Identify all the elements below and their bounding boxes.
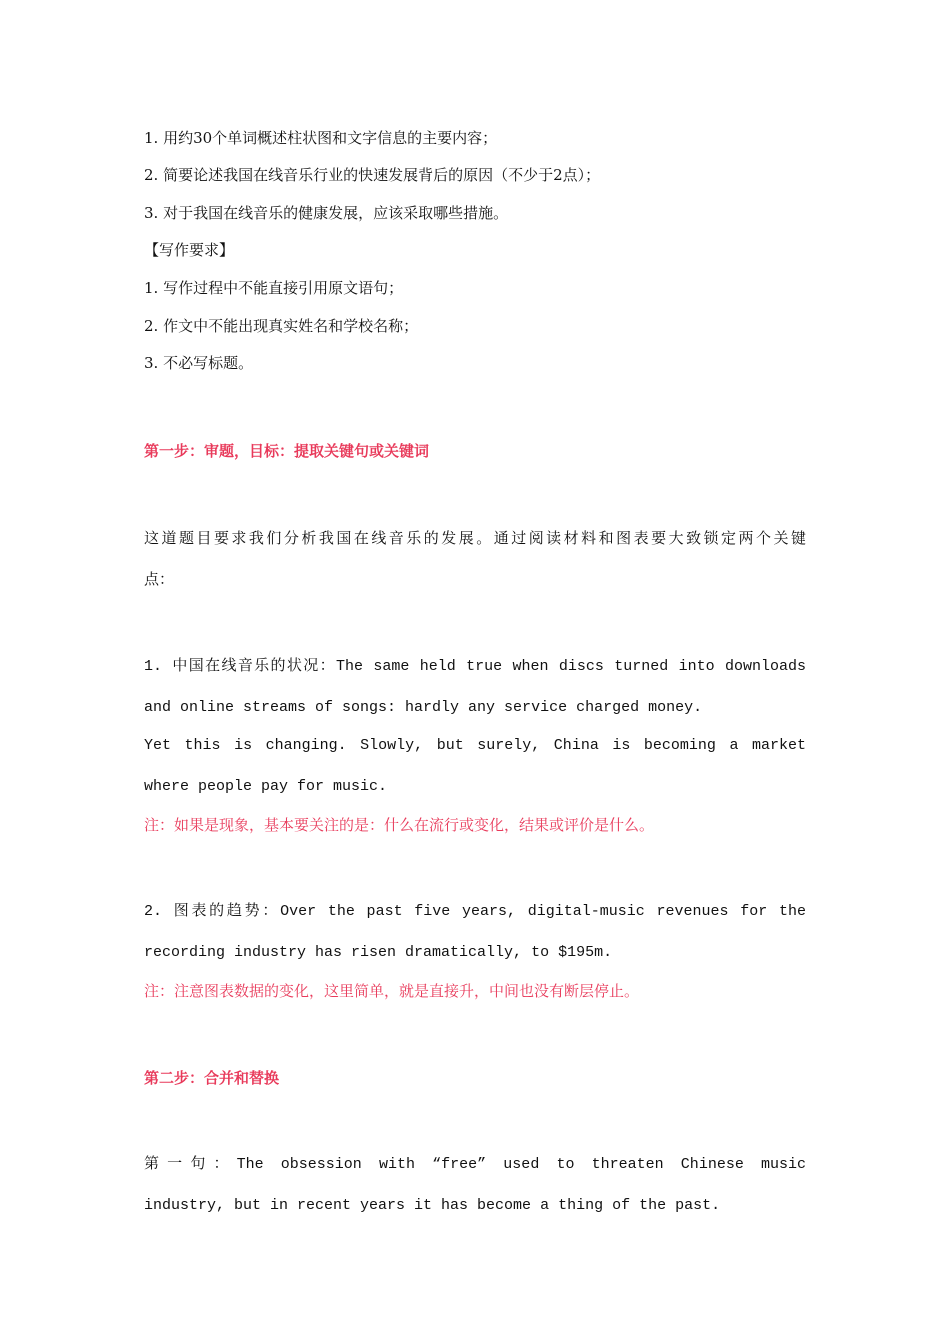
requirement-item-1: 1. 用约30个单词概述柱状图和文字信息的主要内容；: [144, 129, 498, 147]
requirement-item-3: 3. 对于我国在线音乐的健康发展，应该采取哪些措施。: [144, 204, 509, 222]
point1-line-3: Yet this is changing. Slowly, but surely, China is becoming a market: [144, 737, 806, 754]
step1-intro-line-2: 点：: [144, 570, 175, 588]
point1-line-2: and online streams of songs: hardly any service charged money.: [144, 699, 703, 716]
point1-line-1: 1. 中国在线音乐的状况：The same held true when discs turned into downloads: [144, 658, 806, 675]
point2-line-2: recording industry has risen dramatically, to $195m.: [144, 944, 613, 961]
point1-line-4: where people pay for music.: [144, 778, 388, 795]
step2-heading: 第二步：合并和替换: [144, 1069, 280, 1087]
step1-intro-line-1: 这道题目要求我们分析我国在线音乐的发展。通过阅读材料和图表要大致锁定两个关键: [144, 529, 806, 547]
step1-heading: 第一步：审题，目标：提取关键句或关键词: [144, 442, 430, 460]
requirement-item-2: 2. 简要论述我国在线音乐行业的快速发展背后的原因（不少于2点）；: [144, 166, 601, 184]
sentence1-line-2: industry, but in recent years it has become a thing of the past.: [144, 1197, 721, 1214]
writing-requirements-title: 【写作要求】: [144, 241, 235, 259]
writing-requirement-item-2: 2. 作文中不能出现真实姓名和学校名称；: [144, 317, 419, 335]
point2-line-1: 2. 图表的趋势：Over the past five years, digital-music revenues for the: [144, 903, 806, 920]
sentence1-line-1: 第一句：The obsession with “free” used to threaten Chinese music: [144, 1156, 806, 1173]
point2-note: 注：注意图表数据的变化，这里简单，就是直接升，中间也没有断层停止。: [144, 982, 640, 1000]
writing-requirement-item-3: 3. 不必写标题。: [144, 354, 254, 372]
writing-requirement-item-1: 1. 写作过程中不能直接引用原文语句；: [144, 279, 404, 297]
point1-note: 注：如果是现象，基本要关注的是：什么在流行或变化，结果或评价是什么。: [144, 816, 655, 834]
